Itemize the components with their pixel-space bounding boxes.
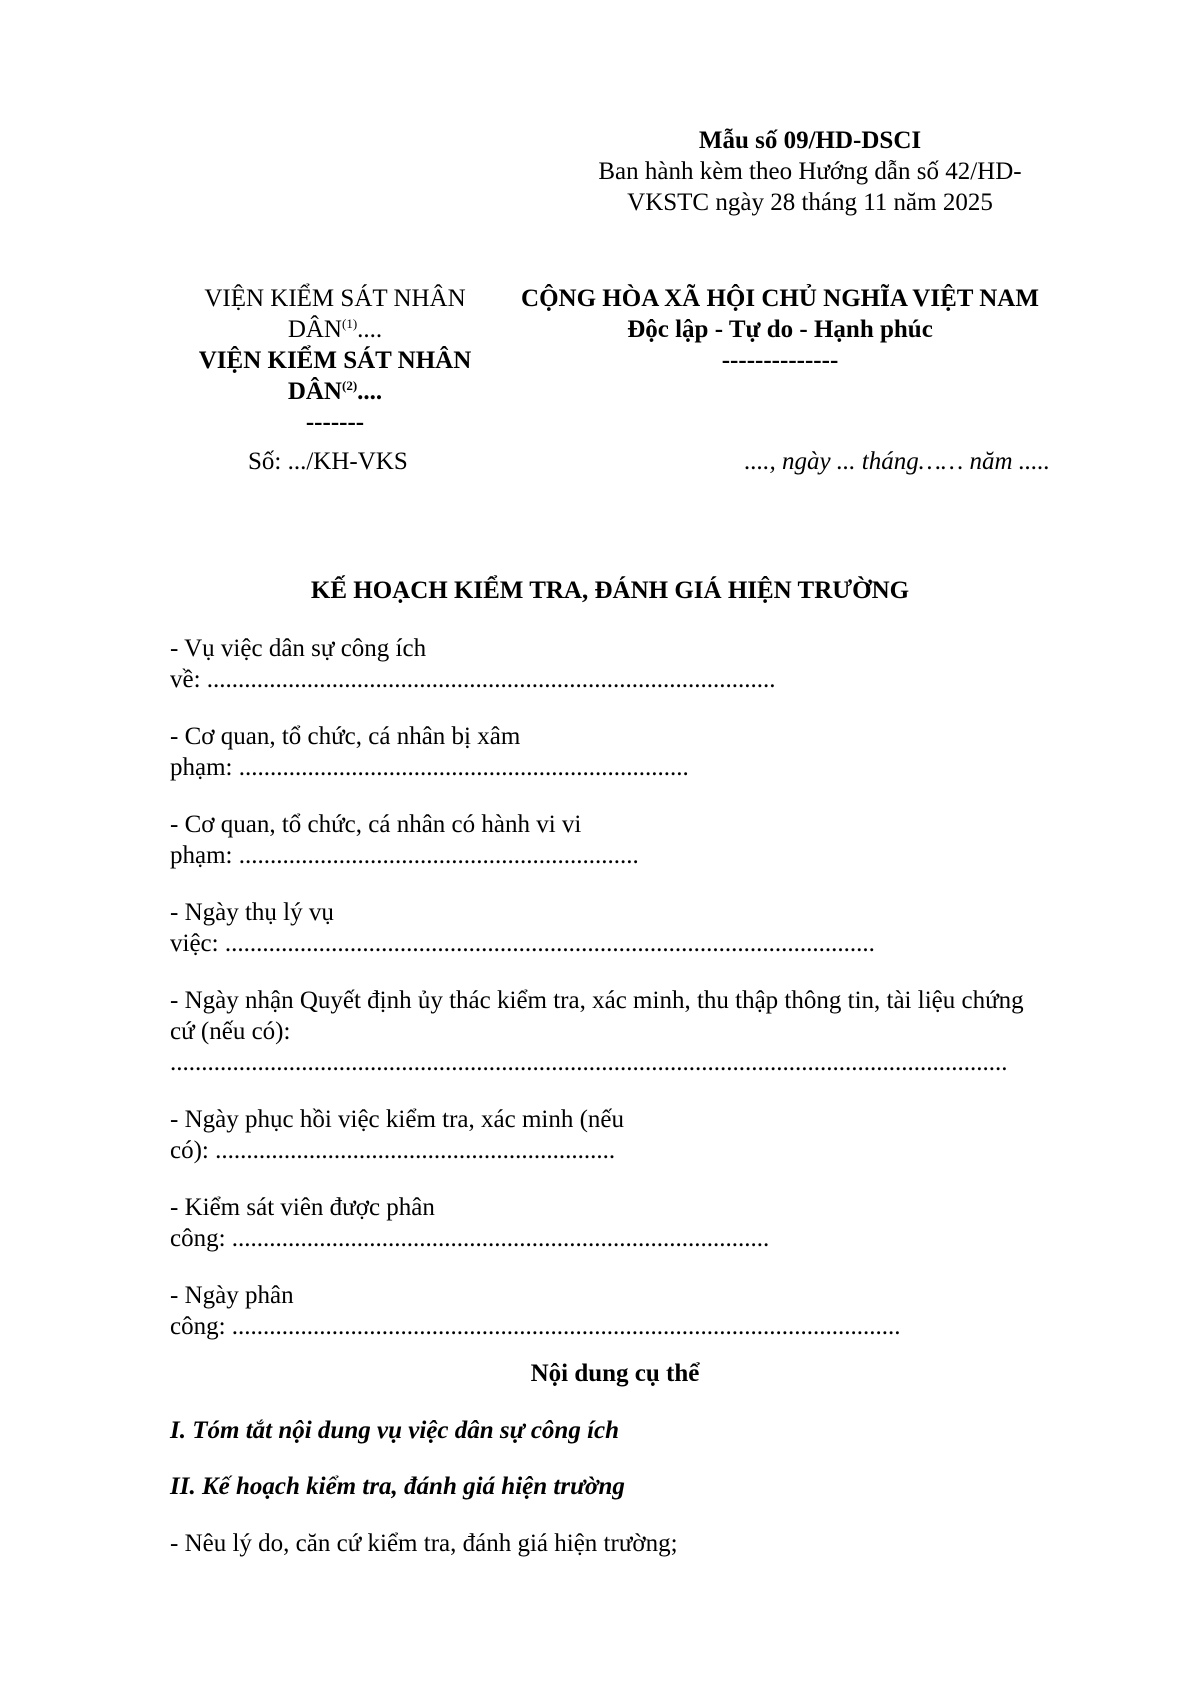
issuing-agency-line-2: DÂN$^{(2)}$....	[287, 378, 383, 405]
footnote-marker-2: (2)	[342, 378, 358, 393]
field-resumption-date: - Ngày phục hồi việc kiểm tra, xác minh (nếu có): ................................................................	[170, 1106, 625, 1164]
national-header	[510, 283, 1050, 376]
issued-by-line-2: VKSTC ngày 28 tháng 11 năm 2025	[627, 189, 993, 216]
section-2-heading: II. Kế hoạch kiểm tra, đánh giá hiện trường	[170, 1473, 625, 1500]
superior-agency-line-1: VIỆN KIỂM SÁT NHÂN	[204, 285, 466, 312]
field-assignment-date: - Ngày phân công: ...........................................................................................................	[170, 1282, 901, 1340]
form-code-block	[575, 125, 1045, 218]
footnote-marker-1: (1)	[342, 316, 358, 331]
superior-agency-line-2: DÂN$^{(1)}$....	[287, 316, 383, 343]
document-title: KẾ HOẠCH KIỂM TRA, ĐÁNH GIÁ HIỆN TRƯỜNG	[310, 577, 910, 604]
issuing-agency-line-1: VIỆN KIỂM SÁT NHÂN	[198, 347, 472, 374]
motto-divider: --------------	[721, 347, 839, 374]
form-code: Mẫu số 09/HD-DSCI	[698, 127, 922, 154]
field-acceptance-date: - Ngày thụ lý vụ việc: ........................................................................................................	[170, 899, 875, 957]
agency-divider: -------	[305, 409, 365, 436]
agency-header	[170, 283, 500, 438]
field-assigned-prosecutor: - Kiểm sát viên được phân công: ......................................................................................	[170, 1194, 770, 1252]
content-heading: Nội dung cụ thể	[530, 1360, 700, 1387]
plan-fields	[170, 633, 1060, 1368]
field-infringed-party: - Cơ quan, tổ chức, cá nhân bị xâm phạm: ........................................................................	[170, 723, 689, 781]
section-1-heading: I. Tóm tắt nội dung vụ việc dân sự công ích	[170, 1417, 620, 1444]
document-date-line: ...., ngày ... tháng…… năm .....	[744, 448, 1050, 475]
field-violating-party: - Cơ quan, tổ chức, cá nhân có hành vi vi phạm: ................................................................	[170, 811, 639, 869]
document-number: Số: .../KH-VKS	[248, 448, 408, 475]
section-2-bullet-1: - Nêu lý do, căn cứ kiểm tra, đánh giá hiện trường;	[170, 1530, 678, 1557]
national-motto: Độc lập - Tự do - Hạnh phúc	[627, 316, 933, 343]
field-case-subject: - Vụ việc dân sự công ích về: ...........................................................................................	[170, 635, 776, 693]
issued-by-line-1: Ban hành kèm theo Hướng dẫn số 42/HD-	[598, 158, 1022, 185]
country-name: CỘNG HÒA XÃ HỘI CHỦ NGHĨA VIỆT NAM	[521, 285, 1039, 312]
field-entrustment-date: - Ngày nhận Quyết định ủy thác kiểm tra, xác minh, thu thập thông tin, tài liệu chứng cứ (nếu có): ......................................................................................................................................	[170, 987, 1024, 1076]
